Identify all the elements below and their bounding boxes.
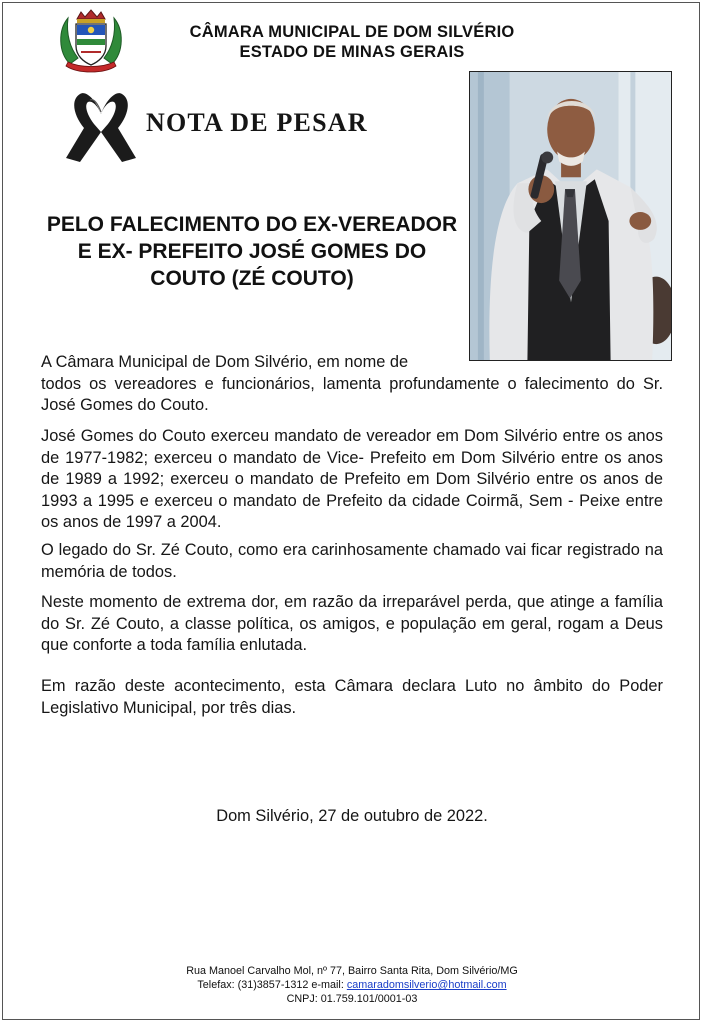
footer-cnpj: CNPJ: 01.759.101/0001-03 [286, 993, 418, 1005]
notice-title: NOTA DE PESAR [146, 108, 368, 137]
municipal-coat-of-arms-icon [56, 8, 126, 76]
state-name: ESTADO DE MINAS GERAIS [239, 43, 465, 61]
paragraph-condolence-rest: todos os vereadores e funcionários, lamenta profundamente o falecimento do Sr. José Gomes do Couto. [41, 374, 663, 414]
paragraph-condolence-line1: A Câmara Municipal de Dom Silvério, em nome de [41, 353, 409, 371]
footer-address: Rua Manoel Carvalho Mol, nº 77, Bairro Santa Rita, Dom Silvério/MG [186, 965, 518, 977]
chamber-name: CÂMARA MUNICIPAL DE DOM SILVÉRIO [189, 23, 515, 41]
paragraph-mourning-decree: Em razão deste acontecimento, esta Câmara declara Luto no âmbito do Poder Legislativo Municipal, por três dias. [41, 677, 663, 717]
paragraph-career: José Gomes do Couto exerceu mandato de vereador em Dom Silvério entre os anos de 1977-1982; exerceu o mandato de Vice- Prefeito em Dom Silvério entre os anos de 1989 a 1992; exerceu o mandato de Prefeito em Dom Silvério entre os anos de 1993 a 1995 e exerceu o mandato de Prefeito da cidade Coirmã, Sem - Peixe entre os anos de 1997 a 2004. [41, 427, 663, 531]
paragraph-legacy: O legado do Sr. Zé Couto, como era carinhosamente chamado vai ficar registrado na memória de todos. [41, 541, 663, 581]
footer-email-link[interactable]: camaradomsilverio@hotmail.com [346, 979, 507, 991]
paragraph-prayer: Neste momento de extrema dor, em razão da irreparável perda, que atinge a família do Sr. Zé Couto, a classe política, os amigos, e população em geral, rogam a Deus que conforte a toda família enlutada. [41, 593, 663, 654]
notice-headline: PELO FALECIMENTO DO EX-VEREADOR E EX- PREFEITO JOSÉ GOMES DO COUTO (ZÉ COUTO) [46, 213, 458, 290]
footer [0, 964, 704, 1006]
dateline: Dom Silvério, 27 de outubro de 2022. [216, 807, 488, 825]
footer-contact [0, 978, 704, 992]
paragraph-condolence [41, 352, 663, 417]
speaker-photo [469, 71, 672, 361]
black-mourning-ribbon-icon [60, 80, 142, 172]
footer-phone: Telefax: (31)3857-1312 e-mail: [197, 979, 347, 991]
